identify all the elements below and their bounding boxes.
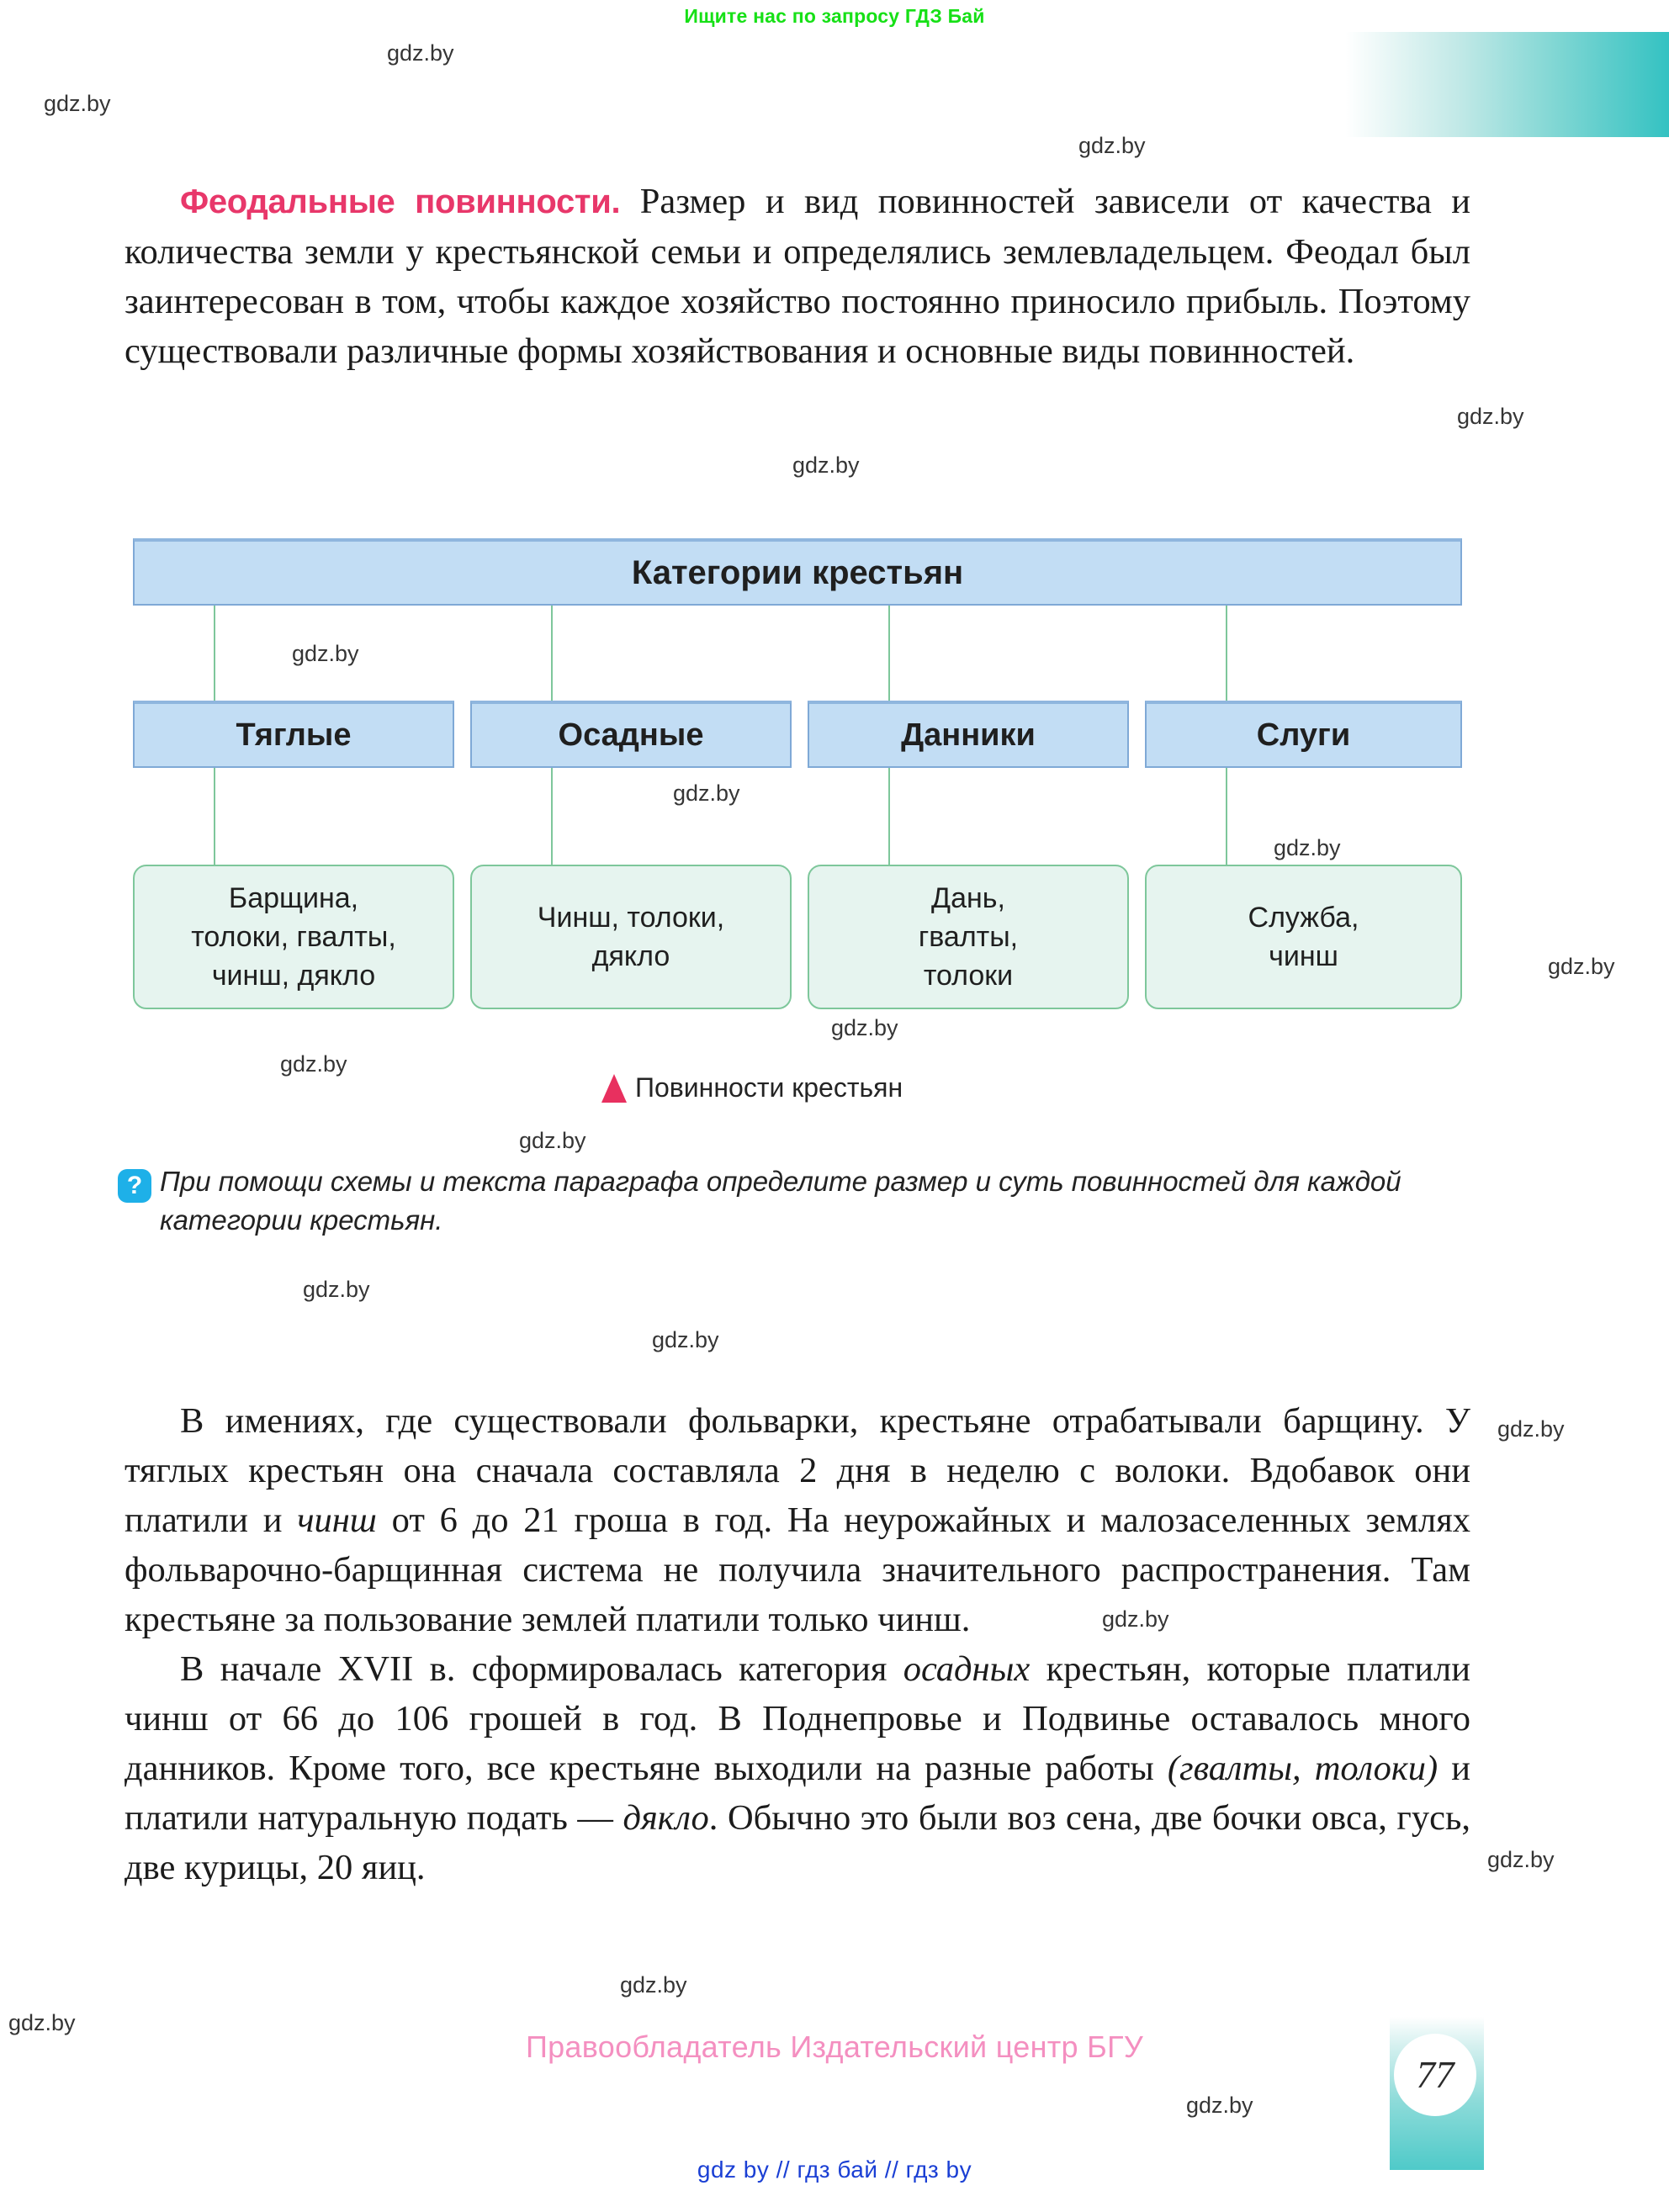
duty-box-osadnye: Чинш, толоки, дякло <box>470 865 792 1009</box>
watermark-gdz-5: gdz.by <box>292 641 359 666</box>
term-osadnyh: осадных <box>903 1649 1031 1689</box>
paragraph-feudal-duties <box>125 177 1470 376</box>
paragraph-2-text-a: В имениях, где существовали фольварки, крестьяне отрабатывали барщину. У тяглых крестьян она сначала составляла 2 дня в неделю с волоки. Вдобавок они платили и <box>125 1401 1470 1540</box>
paragraph-barshchina <box>125 1396 1470 1644</box>
watermark-gdz-19: gdz.by <box>1186 2093 1253 2118</box>
watermark-gdz-10: gdz.by <box>280 1051 347 1077</box>
category-box-osadnye: Осадные <box>470 701 792 768</box>
connector-root-to-cat-1 <box>214 606 215 701</box>
watermark-gdz-11: gdz.by <box>519 1128 586 1153</box>
question-mark-icon: ? <box>118 1169 151 1203</box>
duty-box-tyaglye: Барщина, толоки, гвалты, чинш, дякло <box>133 865 454 1009</box>
peasant-categories-diagram <box>133 538 1462 1009</box>
lead-term-feodalnye-povinnosti: Феодальные повинности. <box>180 183 621 220</box>
connector-root-to-cat-2 <box>551 606 553 701</box>
figure-caption <box>601 1072 903 1103</box>
watermark-gdz-6: gdz.by <box>673 781 740 806</box>
term-dyaklo: дякло <box>623 1798 709 1838</box>
category-box-danniki: Данники <box>808 701 1129 768</box>
watermark-gdz-2: gdz.by <box>1078 133 1146 158</box>
watermark-gdz-3: gdz.by <box>1457 404 1524 429</box>
diagram-root-box: Категории крестьян <box>133 538 1462 606</box>
category-box-tyaglye: Тяглые <box>133 701 454 768</box>
paragraph-osadnye <box>125 1644 1470 1892</box>
paragraph-3-text-d: . Обычно это были воз сена, две бочки овса, гусь, две курицы, 20 яиц. <box>125 1798 1470 1887</box>
duty-box-danniki: Дань, гвалты, толоки <box>808 865 1129 1009</box>
connector-cat-4-to-duty-4 <box>1226 768 1227 865</box>
teal-corner-decoration <box>1325 32 1669 137</box>
watermark-gdz-4: gdz.by <box>792 452 860 478</box>
watermark-gdz-9: gdz.by <box>831 1015 898 1040</box>
paragraph-1-text: Размер и вид повинностей зависели от качества и количества земли у крестьянской семьи и определялись землевладельцем. Феодал был заинтересован в том, чтобы каждое хозяйство постоянно приносило прибыль. Поэтому существовали различные формы хозяйствования и основные виды повинностей. <box>125 182 1470 371</box>
watermark-gdz-16: gdz.by <box>1487 1847 1555 1872</box>
triangle-up-icon <box>601 1074 627 1103</box>
watermark-gdz-8: gdz.by <box>1548 954 1615 979</box>
category-box-slugi: Слуги <box>1145 701 1462 768</box>
connector-root-to-cat-4 <box>1226 606 1227 701</box>
paragraph-3-container <box>125 1644 1470 1892</box>
connector-cat-3-to-duty-3 <box>888 768 890 865</box>
connector-root-to-cat-3 <box>888 606 890 701</box>
watermark-gdz-0: gdz.by <box>387 40 454 66</box>
watermark-gdz-13: gdz.by <box>652 1327 719 1352</box>
copyright-line: Правообладатель Издательский центр БГУ <box>525 2029 1144 2064</box>
term-gvalty-toloki: (гвалты, толоки) <box>1167 1749 1439 1788</box>
watermark-gdz-1: gdz.by <box>44 91 111 116</box>
figure-caption-label: Повинности крестьян <box>635 1072 903 1103</box>
connector-cat-2-to-duty-2 <box>551 768 553 865</box>
term-chinsh: чинш <box>297 1500 377 1540</box>
footer-links: gdz by // гдз бай // гдз by <box>697 2156 972 2183</box>
promo-banner: Ищите нас по запросу ГДЗ Бай <box>684 5 985 27</box>
question-block <box>118 1162 1464 1240</box>
paragraph-3-text-a: В начале XVII в. сформировалась категория <box>180 1649 903 1689</box>
paragraph-3-text-b: крестьян, которые платили чинш от 66 до 106 грошей в год. В Поднепровье и Подвинье оставалось много данников. Кроме того, все крестьяне выходили на разные работы <box>125 1649 1471 1788</box>
watermark-gdz-12: gdz.by <box>303 1277 370 1302</box>
paragraph-2-container <box>125 1396 1470 1644</box>
watermark-gdz-7: gdz.by <box>1274 835 1341 860</box>
paragraph-3-text-c: и платили натуральную подать — <box>125 1749 1470 1838</box>
watermark-gdz-14: gdz.by <box>1497 1416 1565 1442</box>
page-number: 77 <box>1394 2034 1476 2116</box>
intro-paragraph-container <box>125 177 1470 376</box>
watermark-gdz-17: gdz.by <box>620 1972 687 1998</box>
watermark-gdz-15: gdz.by <box>1102 1606 1169 1632</box>
question-text: При помощи схемы и текста параграфа определите размер и суть повинностей для каждой категории крестьян. <box>160 1166 1401 1236</box>
watermark-gdz-18: gdz.by <box>8 2010 76 2035</box>
connector-cat-1-to-duty-1 <box>214 768 215 865</box>
paragraph-2-text-b: от 6 до 21 гроша в год. На неурожайных и малозаселенных землях фольварочно-барщинная система не получила значительного распространения. Там крестьяне за пользование землей платили только чинш. <box>125 1500 1470 1639</box>
duty-box-slugi: Служба, чинш <box>1145 865 1462 1009</box>
